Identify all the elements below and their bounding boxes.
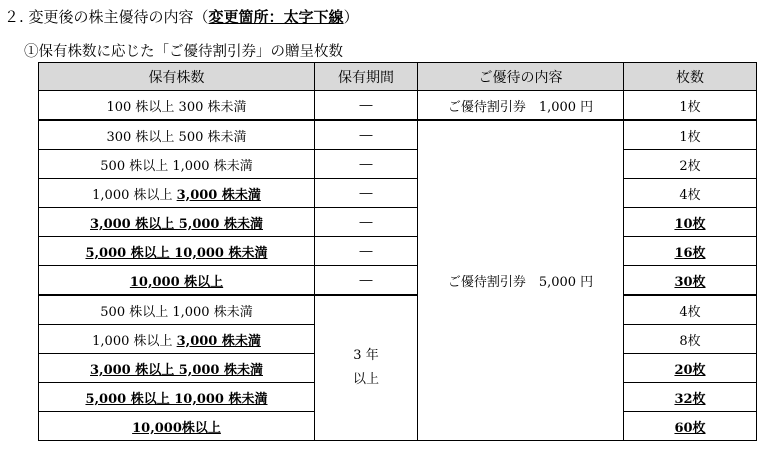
shares-cell xyxy=(39,383,315,412)
shares-cell: 500 株以上 1,000 株未満 xyxy=(39,295,315,325)
changed-text: 5,000 株以上 10,000 株未満 xyxy=(85,245,268,261)
shares-cell xyxy=(39,237,315,266)
benefit-cell: ご優待割引券 1,000 円 xyxy=(418,91,624,121)
count-cell: 1枚 xyxy=(624,120,757,150)
count-cell: 4枚 xyxy=(624,179,757,208)
shares-cell: 300 株以上 500 株未満 xyxy=(39,120,315,150)
period-3yr-line1: 3 年 xyxy=(353,348,379,363)
period-cell: ― xyxy=(315,120,418,150)
count-cell xyxy=(624,237,757,266)
changed-text: 3,000 株未満 xyxy=(176,333,261,349)
period-cell: ― xyxy=(315,266,418,296)
changed-text: 5,000 株以上 10,000 株未満 xyxy=(85,391,268,407)
benefits-table xyxy=(38,62,757,441)
changed-text: 3,000 株以上 5,000 株未満 xyxy=(90,362,263,378)
section-heading-prefix: ２. 変更後の株主優待の内容（ xyxy=(4,8,209,26)
header-benefit: ご優待の内容 xyxy=(418,63,624,91)
count-cell: 8枚 xyxy=(624,325,757,354)
benefit-cell: ご優待割引券 5,000 円 xyxy=(418,120,624,441)
table-row xyxy=(39,295,757,325)
period-cell: ― xyxy=(315,237,418,266)
shares-text: 1,000 株以上 xyxy=(92,187,177,203)
changed-text: 20枚 xyxy=(674,362,706,378)
header-count: 枚数 xyxy=(624,63,757,91)
count-cell xyxy=(624,412,757,441)
count-cell xyxy=(624,354,757,383)
changed-text: 30枚 xyxy=(674,274,706,290)
count-cell: 1枚 xyxy=(624,91,757,121)
shares-cell xyxy=(39,208,315,237)
shares-cell xyxy=(39,266,315,296)
shares-text: 1,000 株以上 xyxy=(92,333,177,349)
section-heading xyxy=(4,6,359,27)
table-row xyxy=(39,150,757,179)
changed-text: 10枚 xyxy=(674,216,706,232)
table-row xyxy=(39,91,757,121)
period-cell-3yr xyxy=(315,295,418,441)
section-heading-suffix: ） xyxy=(343,8,359,26)
changed-text: 16枚 xyxy=(674,245,706,261)
header-shares: 保有株数 xyxy=(39,63,315,91)
count-cell xyxy=(624,208,757,237)
table-row xyxy=(39,208,757,237)
header-period: 保有期間 xyxy=(315,63,418,91)
changed-text: 60枚 xyxy=(674,420,706,436)
shares-cell: 500 株以上 1,000 株未満 xyxy=(39,150,315,179)
table-row xyxy=(39,120,757,150)
count-cell: 4枚 xyxy=(624,295,757,325)
change-note: 変更箇所：太字下線 xyxy=(208,8,344,26)
shares-cell xyxy=(39,179,315,208)
changed-text: 3,000 株以上 5,000 株未満 xyxy=(90,216,263,232)
changed-text: 3,000 株未満 xyxy=(176,187,261,203)
period-cell: ― xyxy=(315,150,418,179)
changed-text: 10,000株以上 xyxy=(132,420,221,436)
subheading: ①保有株数に応じた「ご優待割引券」の贈呈枚数 xyxy=(24,44,343,60)
count-cell: 2枚 xyxy=(624,150,757,179)
period-cell: ― xyxy=(315,91,418,121)
shares-cell: 100 株以上 300 株未満 xyxy=(39,91,315,121)
count-cell xyxy=(624,266,757,296)
period-cell: ― xyxy=(315,208,418,237)
table-row xyxy=(39,179,757,208)
period-cell: ― xyxy=(315,179,418,208)
count-cell xyxy=(624,383,757,412)
table-row xyxy=(39,266,757,296)
table-row xyxy=(39,237,757,266)
shares-cell xyxy=(39,354,315,383)
shares-cell xyxy=(39,325,315,354)
period-3yr-line2: 以上 xyxy=(352,372,379,387)
shares-cell xyxy=(39,412,315,441)
changed-text: 10,000 株以上 xyxy=(129,274,224,290)
changed-text: 32枚 xyxy=(674,391,706,407)
table-header-row xyxy=(39,63,757,91)
